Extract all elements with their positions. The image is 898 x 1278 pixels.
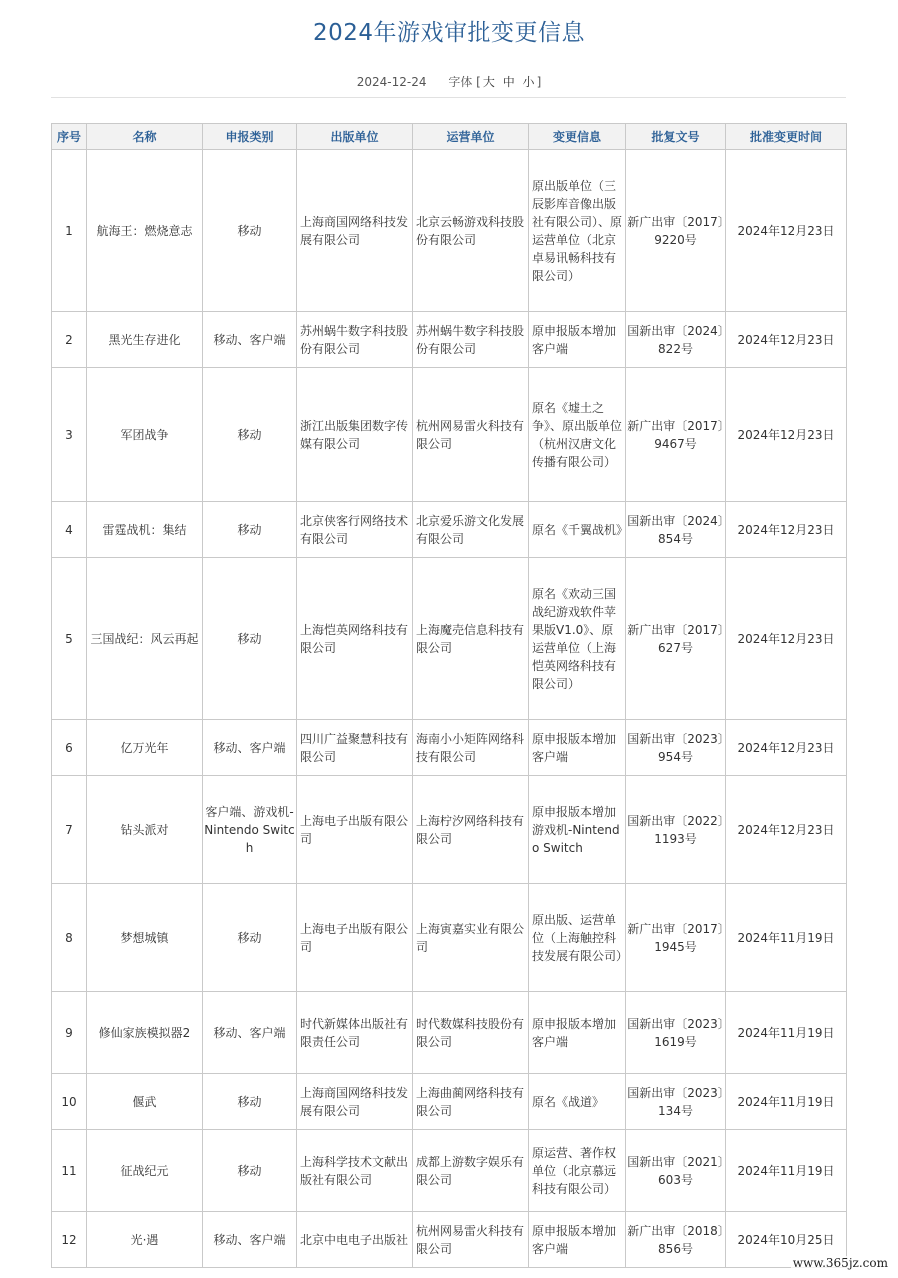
name-cell: 钻头派对 (87, 776, 203, 884)
change-info-cell: 原出版单位（三辰影库音像出版社有限公司）、原运营单位（北京卓易讯畅科技有限公司） (529, 150, 626, 312)
operator-cell: 杭州网易雷火科技有限公司 (413, 1212, 529, 1268)
font-bracket-open: [ (476, 75, 481, 89)
approval-date-cell: 2024年12月23日 (726, 502, 847, 558)
name-cell: 偃武 (87, 1074, 203, 1130)
approval-date-cell: 2024年12月23日 (726, 720, 847, 776)
name-cell: 军团战争 (87, 368, 203, 502)
change-info-cell: 原出版、运营单位（上海触控科技发展有限公司） (529, 884, 626, 992)
serial-cell: 10 (52, 1074, 87, 1130)
publisher-cell: 上海恺英网络科技有限公司 (297, 558, 413, 720)
table-row (52, 720, 847, 776)
table-header-row (52, 124, 847, 150)
approval-number-cell: 国新出审〔2023〕954号 (626, 720, 726, 776)
approval-number-cell: 国新出审〔2024〕854号 (626, 502, 726, 558)
serial-cell: 3 (52, 368, 87, 502)
change-info-cell: 原名《千翼战机》 (529, 502, 626, 558)
operator-cell: 苏州蜗牛数字科技股份有限公司 (413, 312, 529, 368)
category-cell: 移动 (203, 368, 297, 502)
operator-cell: 成都上游数字娱乐有限公司 (413, 1130, 529, 1212)
category-cell: 客户端、游戏机-Nintendo Switch (203, 776, 297, 884)
table-row (52, 368, 847, 502)
publisher-cell: 上海商国网络科技发展有限公司 (297, 150, 413, 312)
approval-date-cell: 2024年11月19日 (726, 1074, 847, 1130)
operator-cell: 上海魔売信息科技有限公司 (413, 558, 529, 720)
approval-date-cell: 2024年12月23日 (726, 150, 847, 312)
category-cell: 移动 (203, 1130, 297, 1212)
font-bracket-close: ] (536, 75, 542, 89)
approval-number-cell: 国新出审〔2024〕822号 (626, 312, 726, 368)
category-cell: 移动 (203, 150, 297, 312)
change-info-cell: 原名《欢动三国战纪游戏软件苹果版V1.0》、原运营单位（上海恺英网络科技有限公司） (529, 558, 626, 720)
serial-cell: 9 (52, 992, 87, 1074)
serial-cell: 4 (52, 502, 87, 558)
approval-number-cell: 新广出审〔2017〕9467号 (626, 368, 726, 502)
operator-cell: 杭州网易雷火科技有限公司 (413, 368, 529, 502)
table-row (52, 150, 847, 312)
approval-number-cell: 新广出审〔2018〕856号 (626, 1212, 726, 1268)
approval-number-cell: 国新出审〔2021〕603号 (626, 1130, 726, 1212)
operator-cell: 上海曲蔺网络科技有限公司 (413, 1074, 529, 1130)
name-cell: 亿万光年 (87, 720, 203, 776)
name-cell: 航海王：燃烧意志 (87, 150, 203, 312)
font-size-medium-link[interactable]: 中 (502, 75, 515, 89)
publish-date: 2024-12-24 (356, 75, 427, 89)
page-title: 2024年游戏审批变更信息 (312, 20, 586, 46)
approval-date-cell: 2024年12月23日 (726, 776, 847, 884)
approval-number-cell: 新广出审〔2017〕1945号 (626, 884, 726, 992)
operator-cell: 上海寅嘉实业有限公司 (413, 884, 529, 992)
font-size-small-link[interactable]: 小 (522, 75, 535, 89)
name-cell: 修仙家族模拟器2 (87, 992, 203, 1074)
approval-date-cell: 2024年12月23日 (726, 558, 847, 720)
change-info-cell: 原申报版本增加游戏机-Nintendo Switch (529, 776, 626, 884)
header-cell: 变更信息 (529, 124, 626, 150)
font-size-large-link[interactable]: 大 (482, 75, 495, 89)
name-cell: 雷霆战机：集结 (87, 502, 203, 558)
table-row (52, 992, 847, 1074)
category-cell: 移动 (203, 502, 297, 558)
operator-cell: 海南小小矩阵网络科技有限公司 (413, 720, 529, 776)
title-divider (51, 97, 846, 98)
approval-date-cell: 2024年11月19日 (726, 1130, 847, 1212)
name-cell: 三国战纪：风云再起 (87, 558, 203, 720)
operator-cell: 北京爱乐游文化发展有限公司 (413, 502, 529, 558)
table-row (52, 558, 847, 720)
category-cell: 移动、客户端 (203, 1212, 297, 1268)
article-meta (0, 73, 898, 90)
approval-number-cell: 国新出审〔2023〕134号 (626, 1074, 726, 1130)
serial-cell: 6 (52, 720, 87, 776)
operator-cell: 上海柠汐网络科技有限公司 (413, 776, 529, 884)
approval-number-cell: 国新出审〔2023〕1619号 (626, 992, 726, 1074)
table-row (52, 776, 847, 884)
category-cell: 移动、客户端 (203, 720, 297, 776)
table-row (52, 1074, 847, 1130)
category-cell: 移动 (203, 558, 297, 720)
change-info-cell: 原名《战道》 (529, 1074, 626, 1130)
publisher-cell: 上海电子出版有限公司 (297, 884, 413, 992)
table-row (52, 312, 847, 368)
serial-cell: 12 (52, 1212, 87, 1268)
serial-cell: 7 (52, 776, 87, 884)
category-cell: 移动 (203, 1074, 297, 1130)
header-cell: 序号 (52, 124, 87, 150)
publisher-cell: 时代新媒体出版社有限责任公司 (297, 992, 413, 1074)
category-cell: 移动、客户端 (203, 992, 297, 1074)
table-body (52, 150, 847, 1268)
operator-cell: 北京云畅游戏科技股份有限公司 (413, 150, 529, 312)
change-info-cell: 原运营、著作权单位（北京慕远科技有限公司） (529, 1130, 626, 1212)
publisher-cell: 上海电子出版有限公司 (297, 776, 413, 884)
name-cell: 梦想城镇 (87, 884, 203, 992)
header-cell: 运营单位 (413, 124, 529, 150)
table-row (52, 1212, 847, 1268)
approval-date-cell: 2024年10月25日 (726, 1212, 847, 1268)
name-cell: 征战纪元 (87, 1130, 203, 1212)
change-info-cell: 原申报版本增加客户端 (529, 992, 626, 1074)
publisher-cell: 上海商国网络科技发展有限公司 (297, 1074, 413, 1130)
approval-number-cell: 国新出审〔2022〕1193号 (626, 776, 726, 884)
header-cell: 出版单位 (297, 124, 413, 150)
font-size-label: 字体 (448, 75, 473, 89)
serial-cell: 11 (52, 1130, 87, 1212)
serial-cell: 2 (52, 312, 87, 368)
publisher-cell: 北京侠客行网络技术有限公司 (297, 502, 413, 558)
publisher-cell: 苏州蜗牛数字科技股份有限公司 (297, 312, 413, 368)
header-cell: 批准变更时间 (726, 124, 847, 150)
approval-date-cell: 2024年12月23日 (726, 312, 847, 368)
serial-cell: 1 (52, 150, 87, 312)
approval-number-cell: 新广出审〔2017〕627号 (626, 558, 726, 720)
header-cell: 申报类别 (203, 124, 297, 150)
name-cell: 光·遇 (87, 1212, 203, 1268)
serial-cell: 5 (52, 558, 87, 720)
change-info-cell: 原申报版本增加客户端 (529, 1212, 626, 1268)
publisher-cell: 上海科学技术文献出版社有限公司 (297, 1130, 413, 1212)
publisher-cell: 浙江出版集团数字传媒有限公司 (297, 368, 413, 502)
table-row (52, 502, 847, 558)
header-cell: 名称 (87, 124, 203, 150)
approval-date-cell: 2024年12月23日 (726, 368, 847, 502)
category-cell: 移动、客户端 (203, 312, 297, 368)
operator-cell: 时代数媒科技股份有限公司 (413, 992, 529, 1074)
name-cell: 黑光生存进化 (87, 312, 203, 368)
change-info-cell: 原申报版本增加客户端 (529, 312, 626, 368)
change-info-cell: 原申报版本增加客户端 (529, 720, 626, 776)
category-cell: 移动 (203, 884, 297, 992)
approval-changes-table (51, 123, 847, 1268)
approval-date-cell: 2024年11月19日 (726, 992, 847, 1074)
table-row (52, 884, 847, 992)
change-info-cell: 原名《墟土之争》、原出版单位（杭州汉唐文化传播有限公司） (529, 368, 626, 502)
approval-number-cell: 新广出审〔2017〕9220号 (626, 150, 726, 312)
serial-cell: 8 (52, 884, 87, 992)
publisher-cell: 北京中电电子出版社 (297, 1212, 413, 1268)
header-cell: 批复文号 (626, 124, 726, 150)
site-watermark: www.365jz.com (792, 1256, 888, 1270)
table-row (52, 1130, 847, 1212)
approval-date-cell: 2024年11月19日 (726, 884, 847, 992)
publisher-cell: 四川广益聚慧科技有限公司 (297, 720, 413, 776)
